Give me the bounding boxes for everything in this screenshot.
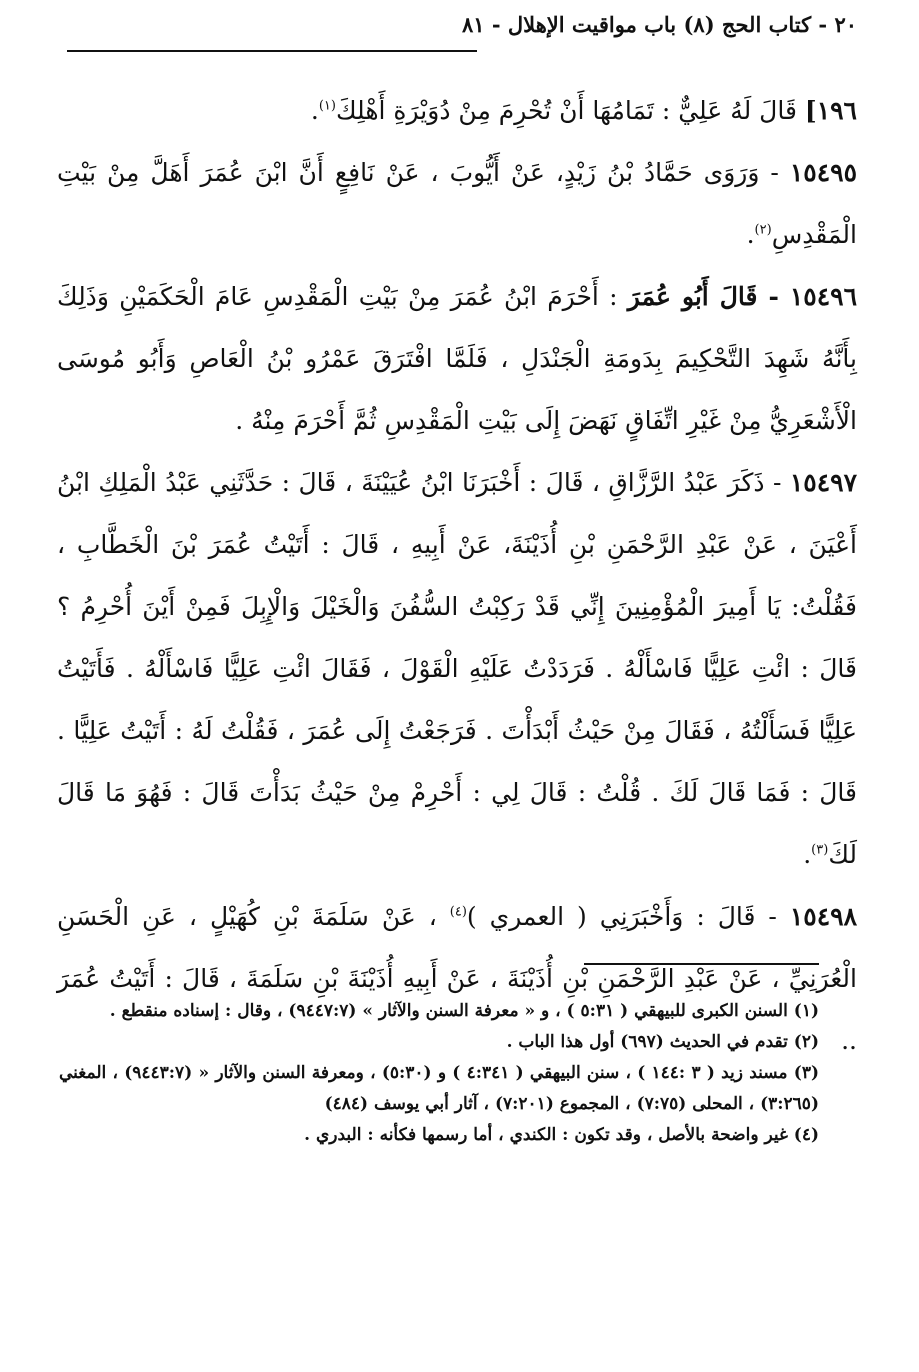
paragraph-text: - ذَكَرَ عَبْدُ الرَّزَّاقِ ، قَالَ : أَخْبَرَنَا ابْنُ عُيَيْنَةَ ، قَالَ : حَدَّثَنِي عَبْدُ الْمَلِكِ ابْنُ أَعْيَنَ ، عَنْ عَبْدِ الرَّحْمَنِ بْنِ أُذَيْنَةَ، عَنْ أَبِيهِ ، قَالَ : أَتَيْتُ عُمَرَ بْنَ الْخَطَّابِ ، فَقُلْتُ: يَا أَمِيرَ الْمُؤْمِنِينَ إِنِّي قَدْ رَكِبْتُ السُّفُنَ وَالْخَيْلَ وَالْإِبِلَ فَمِنْ أَيْنَ أُحْرِمُ ؟ قَالَ : ائْتِ عَلِيًّا فَاسْأَلْهُ . فَرَدَدْتُ عَلَيْهِ الْقَوْلَ ، فَقَالَ ائْتِ عَلِيًّا فَاسْأَلْهُ . فَأَتَيْتُ عَلِيًّا فَسَأَلْتُهُ ، فَقَالَ مِنْ حَيْثُ أَبْدَأْتَ . فَرَجَعْتُ إِلَى عُمَرَ ، فَقُلْتُ لَهُ : أَتَيْتُ عَلِيًّا . قَالَ : فَمَا قَالَ لَكَ . قُلْتُ : قَالَ لِي : أَحْرِمْ مِنْ حَيْثُ بَدَأْتَ قَالَ : فَهُوَ مَا قَالَ لَكَ bbox=[57, 468, 857, 869]
footnote-2 bbox=[59, 1027, 819, 1058]
footnotes bbox=[59, 996, 819, 1151]
running-title: ٢٠ - كتاب الحج (٨) باب مواقيت الإهلال - ٨١ bbox=[462, 12, 857, 37]
paragraph-number: ١٥٤٩٦ bbox=[789, 282, 857, 311]
paragraph-number: ١٥٤٩٧ bbox=[789, 468, 857, 497]
paragraph-end: . bbox=[310, 96, 319, 125]
paragraph-text: : أَحْرَمَ ابْنُ عُمَرَ مِنْ بَيْتِ الْمَقْدِسِ عَامَ الْحَكَمَيْنِ وَذَلِكَ بِأَنَّهُ شَهِدَ التَّحْكِيمَ بِدَومَةِ الْجَنْدَلِ ، فَلَمَّا افْتَرَقَ عَمْرُو بْنُ الْعَاصِ وَأَبُو مُوسَى الْأَشْعَرِيُّ مِنْ غَيْرِ اتِّفَاقٍ نَهَضَ إِلَى بَيْتِ الْمَقْدِسِ ثُمَّ أَحْرَمَ مِنْهُ . bbox=[57, 282, 857, 435]
paragraph-end: . bbox=[803, 840, 812, 869]
paragraph-text: قَالَ لَهُ عَلِيٌّ : تَمَامُهَا أَنْ تُحْرِمَ مِنْ دُوَيْرَةِ أَهْلِكَ bbox=[335, 96, 805, 125]
paragraph-15496 bbox=[57, 266, 857, 452]
paragraph-text: - قَالَ : وَأَخْبَرَنِي ( العمري ) bbox=[466, 902, 790, 931]
footnote-marker: (٢) bbox=[793, 1032, 819, 1052]
footnote-1 bbox=[59, 996, 819, 1027]
paragraph-15495 bbox=[57, 142, 857, 266]
footnote-ref: (٢) bbox=[754, 222, 772, 238]
paragraph-15497 bbox=[57, 452, 857, 886]
running-header bbox=[67, 6, 857, 52]
footnote-text: السنن الكبرى للبيهقي ( ٥:٣١ ) ، و « معرفة السنن والآثار » (٩٤٤٧:٧) ، وقال : إسناده منقطع . bbox=[109, 1001, 794, 1021]
footnote-text: مسند زيد ( ٣ :١٤٤ ) ، سنن البيهقي ( ٤:٣٤١ ) و (٥:٣٠) ، ومعرفة السنن والآثار « (٩٤٤٣:٧) ، المغني (٣:٢٦٥) ، المحلى (٧:٧٥) ، المجموع (٧:٢٠١) ، آثار أبي يوسف (٤٨٤) bbox=[59, 1063, 819, 1114]
footnote-separator bbox=[584, 963, 819, 965]
footnote-text: غير واضحة بالأصل ، وقد تكون : الكندي ، أما رسمها فكأنه : البدري . bbox=[304, 1125, 794, 1145]
footnote-ref: (٤) bbox=[449, 904, 467, 920]
footnote-4 bbox=[59, 1120, 819, 1151]
paragraph-end: . bbox=[746, 220, 755, 249]
header-rule bbox=[67, 50, 477, 52]
footnote-text: تقدم في الحديث (٦٩٧) أول هذا الباب . bbox=[506, 1032, 794, 1052]
footnote-3 bbox=[59, 1058, 819, 1120]
footnote-marker: (٤) bbox=[793, 1125, 819, 1145]
footnote-ref: (٣) bbox=[811, 842, 829, 858]
paragraph-text: - وَرَوَى حَمَّادُ بْنُ زَيْدٍ، عَنْ أَيُّوبَ ، عَنْ نَافِعٍ أَنَّ ابْنَ عُمَرَ أَهَلَّ مِنْ بَيْتِ الْمَقْدِسِ bbox=[57, 158, 857, 249]
paragraph-number: ١٥٤٩٥ bbox=[789, 158, 857, 187]
paragraph-lead: - قَالَ أَبُو عُمَرَ bbox=[627, 282, 790, 311]
paragraph-number: ١٥٤٩٨ bbox=[789, 902, 857, 931]
footnote-marker: (٣) bbox=[793, 1063, 820, 1083]
paragraph-196 bbox=[57, 80, 857, 142]
paragraph-end: ، عَنْ سَلَمَةَ بْنِ كُهَيْلٍ ، عَنِ الْحَسَنِ الْعُرَنِيِّ ، عَنْ عَبْدِ الرَّحْمَنِ بْنِ أُذَيْنَةَ ، عَنْ أَبِيهِ أُذَيْنَةَ بْنِ سَلَمَةَ ، قَالَ : أَتَيْتُ عُمَرَ .. bbox=[57, 902, 857, 1055]
footnote-ref: (١) bbox=[318, 98, 336, 114]
footnote-marker: (١) bbox=[793, 1001, 819, 1021]
paragraph-number: ١٩٦] bbox=[804, 96, 857, 125]
main-text bbox=[57, 80, 857, 1072]
